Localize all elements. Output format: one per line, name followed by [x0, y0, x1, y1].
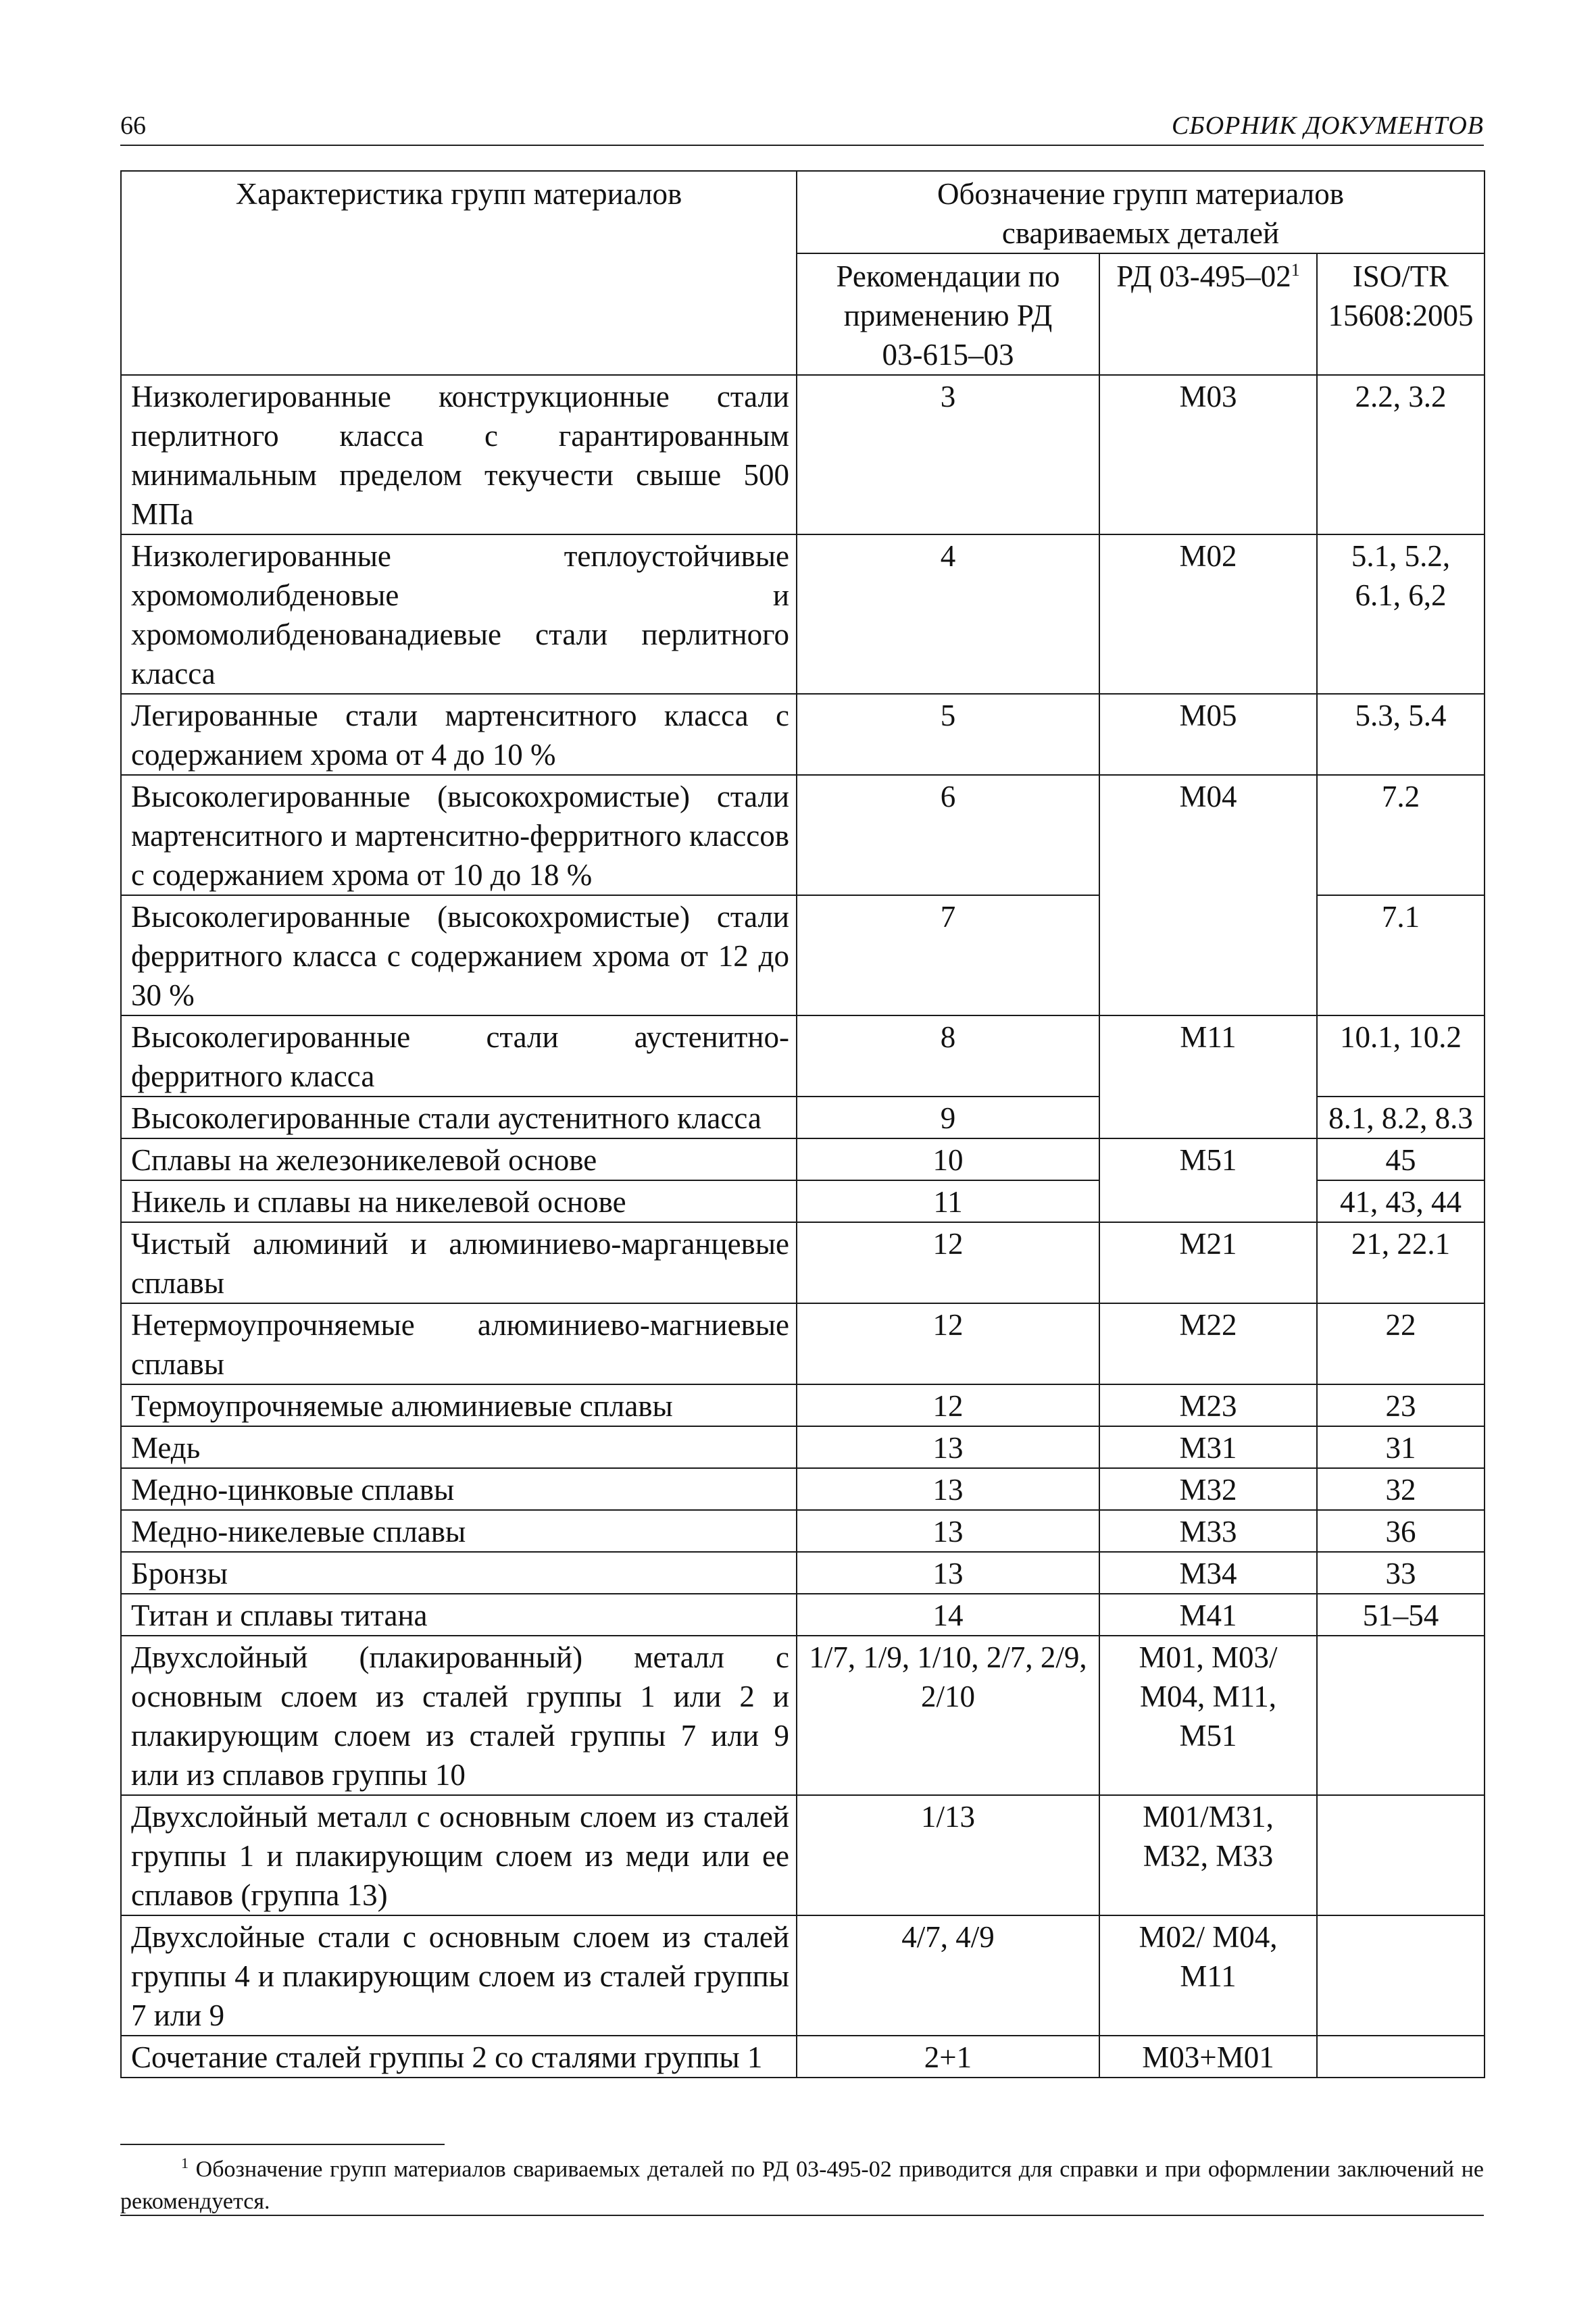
cell-desc: Низколегированные теплоустойчивые хромомолибденовые и хромомолибденованадиевые стали перлитного класса [121, 534, 797, 694]
cell-rd495: М03 [1099, 375, 1317, 534]
table-row [121, 1795, 1485, 1915]
cell-iso [1317, 1636, 1485, 1795]
cell-desc: Высоколегированные (высокохромистые) стали мартенситного и мартенситно-ферритного классов с содержанием хрома от 10 до 18 % [121, 775, 797, 895]
cell-rd615: 1/7, 1/9, 1/10, 2/7, 2/9, 2/10 [797, 1636, 1099, 1795]
cell-iso: 22 [1317, 1303, 1485, 1384]
page-number: 66 [120, 111, 146, 140]
header-group-designation: Обозначение групп материалов свариваемых деталей [797, 171, 1485, 253]
cell-rd615: 11 [797, 1180, 1099, 1222]
cell-iso: 10.1, 10.2 [1317, 1015, 1485, 1097]
table-row [121, 1510, 1485, 1552]
table-row [121, 694, 1485, 775]
cell-desc: Медно-никелевые сплавы [121, 1510, 797, 1552]
cell-iso [1317, 1915, 1485, 2036]
cell-desc: Сочетание сталей группы 2 со сталями группы 1 [121, 2036, 797, 2078]
cell-rd495: М05 [1099, 694, 1317, 775]
header-rd615: Рекомендации по применению РД 03-615–03 [797, 253, 1099, 375]
table-row [121, 1138, 1485, 1180]
cell-iso: 21, 22.1 [1317, 1222, 1485, 1303]
header-iso: ISO/TR 15608:2005 [1317, 253, 1485, 375]
footnote-ref: 1 [1291, 260, 1300, 280]
table-row [121, 1594, 1485, 1636]
cell-rd615: 14 [797, 1594, 1099, 1636]
cell-rd615: 13 [797, 1426, 1099, 1468]
footnote [120, 2147, 1484, 2218]
cell-desc: Чистый алюминий и алюминиево-марганцевые сплавы [121, 1222, 797, 1303]
cell-rd495: М04 [1099, 775, 1317, 1015]
table-row [121, 1468, 1485, 1510]
cell-iso: 33 [1317, 1552, 1485, 1594]
cell-rd615: 4 [797, 534, 1099, 694]
cell-rd615: 13 [797, 1468, 1099, 1510]
cell-rd615: 13 [797, 1552, 1099, 1594]
cell-desc: Титан и сплавы титана [121, 1594, 797, 1636]
table-row [121, 2036, 1485, 2078]
cell-rd495: М22 [1099, 1303, 1317, 1384]
cell-desc: Двухслойный металл с основным слоем из сталей группы 1 и плакирующим слоем из меди или ее сплавов (группа 13) [121, 1795, 797, 1915]
cell-rd495: М32 [1099, 1468, 1317, 1510]
cell-rd615: 1/13 [797, 1795, 1099, 1915]
table-row [121, 775, 1485, 895]
table-row [121, 1552, 1485, 1594]
cell-iso: 36 [1317, 1510, 1485, 1552]
table-row [121, 1222, 1485, 1303]
cell-rd615: 10 [797, 1138, 1099, 1180]
cell-desc: Медно-цинковые сплавы [121, 1468, 797, 1510]
cell-rd495: М31 [1099, 1426, 1317, 1468]
cell-rd495: М01, М03/ М04, М11, М51 [1099, 1636, 1317, 1795]
table-row [121, 1303, 1485, 1384]
header-characteristic: Характеристика групп материалов [121, 171, 797, 375]
cell-desc: Медь [121, 1426, 797, 1468]
cell-rd615: 13 [797, 1510, 1099, 1552]
bottom-rule [120, 2215, 1484, 2216]
cell-desc: Двухслойный (плакированный) металл с основным слоем из сталей группы 1 или 2 и плакирующим слоем из сталей группы 7 или 9 или из сплавов группы 10 [121, 1636, 797, 1795]
cell-rd615: 2+1 [797, 2036, 1099, 2078]
footnote-text: Обозначение групп материалов свариваемых деталей по РД 03-495-02 приводится для справки и при оформлении заключений не рекомендуется. [120, 2157, 1484, 2215]
cell-rd495: М02/ М04, М11 [1099, 1915, 1317, 2036]
cell-iso: 45 [1317, 1138, 1485, 1180]
cell-desc: Высоколегированные (высокохромистые) стали ферритного класса с содержанием хрома от 12 до 30 % [121, 895, 797, 1015]
cell-rd495: М21 [1099, 1222, 1317, 1303]
cell-rd615: 7 [797, 895, 1099, 1015]
table-row [121, 1384, 1485, 1426]
cell-desc: Сплавы на железоникелевой основе [121, 1138, 797, 1180]
header-rd495: РД $03-495-02^1$ [1099, 253, 1317, 375]
running-header [120, 107, 1484, 146]
cell-rd495: М34 [1099, 1552, 1317, 1594]
cell-desc: Бронзы [121, 1552, 797, 1594]
cell-iso: 41, 43, 44 [1317, 1180, 1485, 1222]
header-title: СБОРНИК ДОКУМЕНТОВ [1171, 111, 1484, 140]
cell-iso: 8.1, 8.2, 8.3 [1317, 1097, 1485, 1138]
table-row [121, 1015, 1485, 1097]
cell-rd495: М02 [1099, 534, 1317, 694]
cell-rd615: 9 [797, 1097, 1099, 1138]
cell-rd615: 4/7, 4/9 [797, 1915, 1099, 2036]
footnote-marker: 1 [181, 2155, 189, 2171]
cell-rd495: М41 [1099, 1594, 1317, 1636]
cell-desc: Двухслойные стали с основным слоем из сталей группы 4 и плакирующим слоем из сталей группы 7 или 9 [121, 1915, 797, 2036]
table-row [121, 1426, 1485, 1468]
cell-iso: 31 [1317, 1426, 1485, 1468]
footnote-separator [120, 2144, 445, 2145]
cell-desc: Высоколегированные стали аустенитно-ферритного класса [121, 1015, 797, 1097]
cell-iso: 51–54 [1317, 1594, 1485, 1636]
cell-iso: 32 [1317, 1468, 1485, 1510]
cell-iso [1317, 2036, 1485, 2078]
cell-desc: Термоупрочняемые алюминиевые сплавы [121, 1384, 797, 1426]
table-row [121, 1915, 1485, 2036]
cell-rd615: 12 [797, 1303, 1099, 1384]
cell-desc: Высоколегированные стали аустенитного класса [121, 1097, 797, 1138]
cell-rd615: 5 [797, 694, 1099, 775]
cell-rd495: М03+М01 [1099, 2036, 1317, 2078]
cell-rd495: М33 [1099, 1510, 1317, 1552]
cell-rd615: 6 [797, 775, 1099, 895]
cell-iso: 7.1 [1317, 895, 1485, 1015]
cell-iso: 2.2, 3.2 [1317, 375, 1485, 534]
cell-iso: 23 [1317, 1384, 1485, 1426]
table-row [121, 534, 1485, 694]
cell-rd495: М23 [1099, 1384, 1317, 1426]
cell-rd615: 12 [797, 1384, 1099, 1426]
cell-iso: 5.3, 5.4 [1317, 694, 1485, 775]
cell-rd495: М01/М31, М32, М33 [1099, 1795, 1317, 1915]
cell-rd615: 3 [797, 375, 1099, 534]
cell-rd615: 8 [797, 1015, 1099, 1097]
cell-rd495: М51 [1099, 1138, 1317, 1222]
materials-groups-table [120, 170, 1485, 2078]
cell-desc: Низколегированные конструкционные стали перлитного класса с гарантированным минимальным пределом текучести свыше 500 МПа [121, 375, 797, 534]
cell-desc: Нетермоупрочняемые алюминиево-магниевые сплавы [121, 1303, 797, 1384]
cell-iso [1317, 1795, 1485, 1915]
cell-rd615: 12 [797, 1222, 1099, 1303]
cell-desc: Легированные стали мартенситного класса с содержанием хрома от 4 до 10 % [121, 694, 797, 775]
cell-iso: 5.1, 5.2, 6.1, 6,2 [1317, 534, 1485, 694]
table-row [121, 375, 1485, 534]
cell-iso: 7.2 [1317, 775, 1485, 895]
cell-rd495: М11 [1099, 1015, 1317, 1138]
table-row [121, 1636, 1485, 1795]
cell-desc: Никель и сплавы на никелевой основе [121, 1180, 797, 1222]
